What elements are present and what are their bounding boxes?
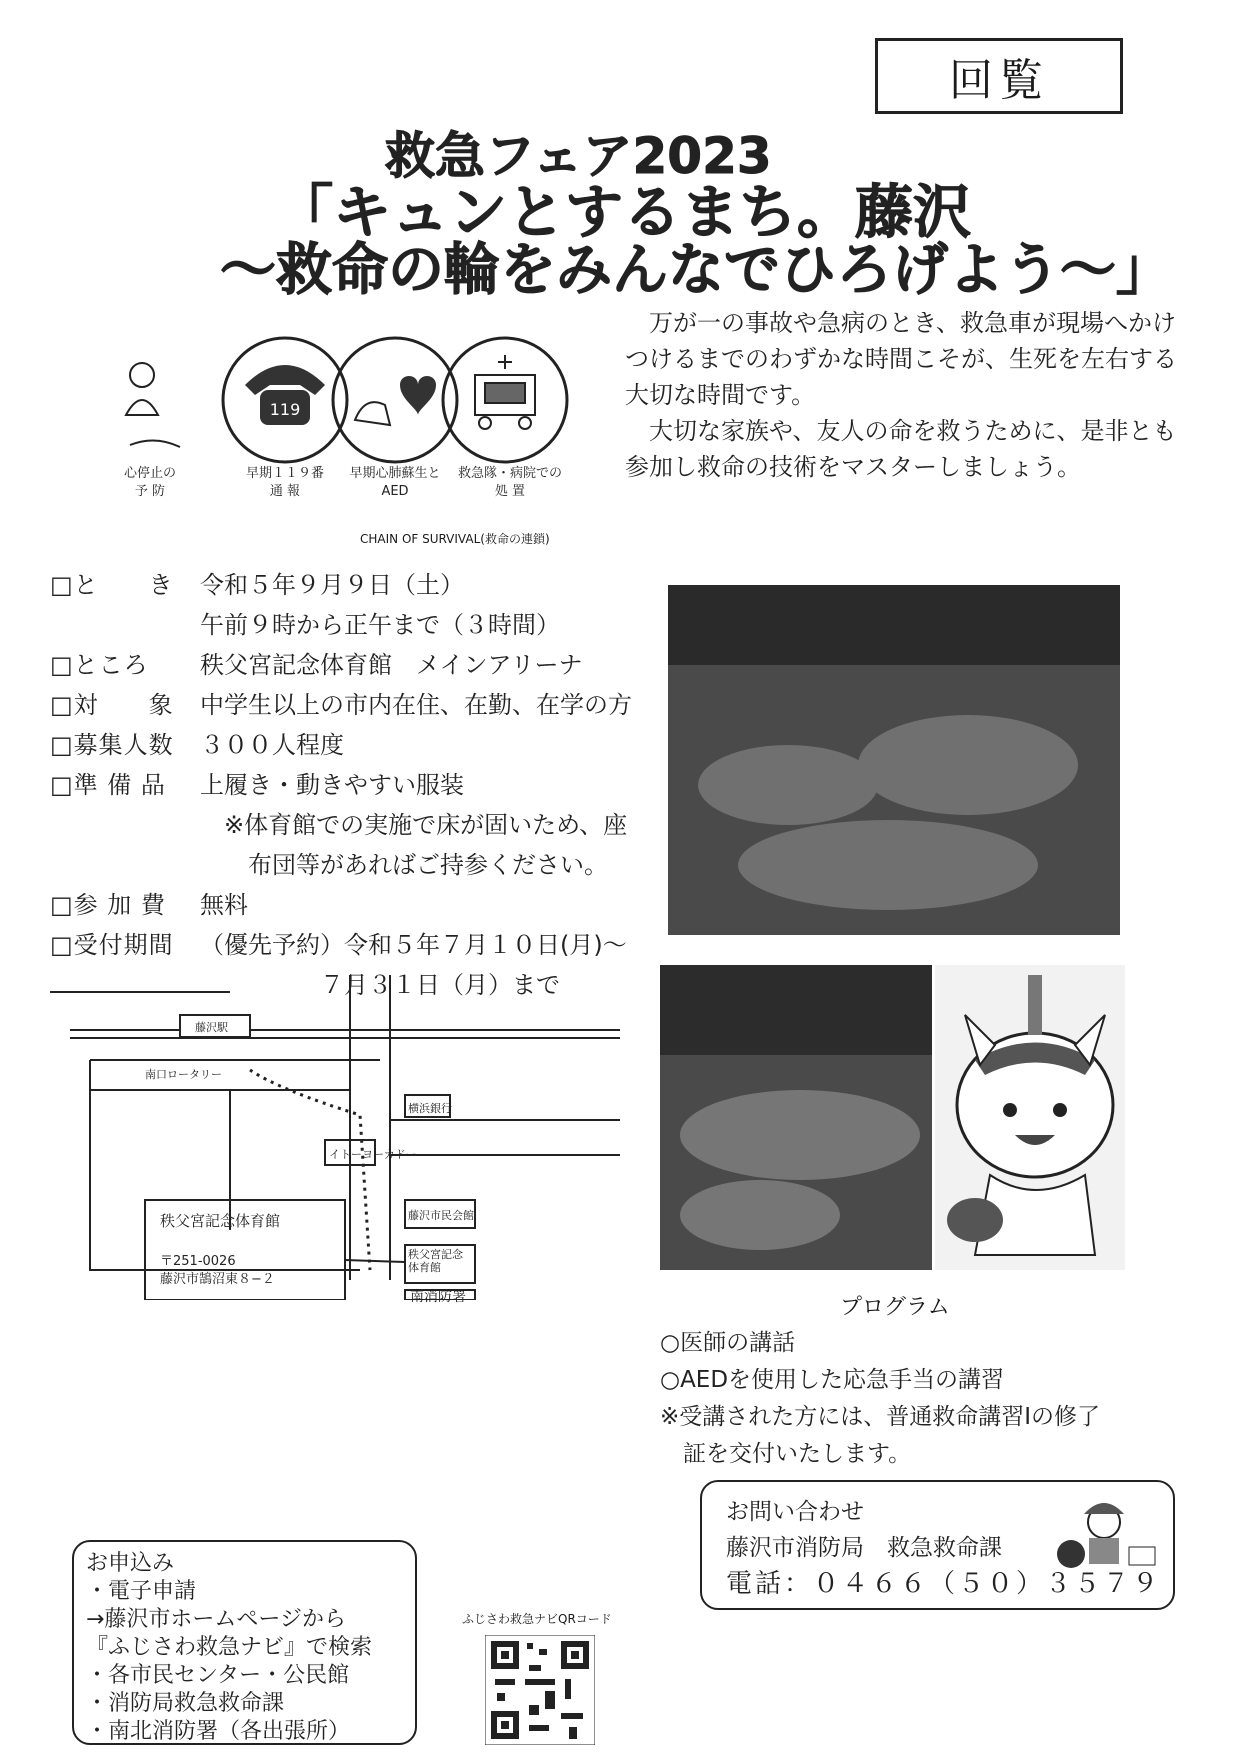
chain-step-2-label: 早期１１９番 通 報 xyxy=(245,466,324,499)
program-heading: プログラム xyxy=(840,1295,950,1320)
contact-dept: 藤沢市消防局 救急救命課 xyxy=(726,1535,1002,1561)
chain-caption: CHAIN OF SURVIVAL(救命の連鎖) xyxy=(360,532,550,546)
venue-address: 藤沢市鵠沼東８−２ xyxy=(160,1272,275,1287)
event-details xyxy=(50,565,650,1005)
application-heading: お申込み xyxy=(86,1551,175,1576)
application-line: ・消防局救急救命課 xyxy=(86,1691,285,1716)
program-item: ○医師の講話 xyxy=(660,1330,796,1356)
map-station-label: 藤沢駅 xyxy=(195,1021,228,1034)
phone-icon xyxy=(245,365,325,425)
application-line: ・各市民センター・公民館 xyxy=(86,1663,350,1688)
contact-box xyxy=(700,1480,1175,1610)
chain-step-1-label: 心停止の 予 防 xyxy=(123,466,176,499)
person-icon xyxy=(126,363,180,447)
application-line: ・南北消防署（各出張所） xyxy=(86,1719,351,1744)
contact-heading: お問い合わせ xyxy=(726,1499,864,1525)
chain-step-3-label: 早期心肺蘇生と AED xyxy=(349,466,441,499)
detail-row: □募集人数 ３００人程度 xyxy=(50,731,344,759)
program-item: 証を交付いたします。 xyxy=(660,1441,912,1467)
venue-name: 秩父宮記念体育館 xyxy=(160,1212,281,1230)
event-photo-1 xyxy=(668,585,1120,935)
event-title: 救急フェア2023 xyxy=(385,127,772,185)
contact-phone[interactable]: 電話：０４６６（５０）３５７９ xyxy=(726,1569,1162,1599)
detail-row: □対 象 中学生以上の市内在住、在勤、在学の方 xyxy=(50,691,632,719)
program-list xyxy=(660,1325,1100,1473)
chain-of-survival xyxy=(110,325,590,525)
firefighter-icon xyxy=(1049,1492,1159,1572)
chain-step-4-label: 救急隊・病院での 処 置 xyxy=(457,466,562,499)
chain-circles xyxy=(110,325,590,465)
application-line: 『ふじさわ救急ナビ』で検索 xyxy=(86,1635,373,1660)
detail-row: □受付期間 （優先予約）令和５年７月１０日(月)〜 xyxy=(50,931,627,959)
program-item: ※受講された方には、普通救命講習Ⅰの修了 xyxy=(660,1404,1101,1430)
event-photo-2 xyxy=(660,965,932,1270)
event-subtitle-2: 〜救命の輪をみんなでひろげよう〜」 xyxy=(220,238,1172,303)
circulate-label: 回覧 xyxy=(949,55,1049,106)
circulate-stamp xyxy=(875,38,1123,114)
venue-zip: 〒251-0026 xyxy=(160,1254,236,1269)
application-box xyxy=(72,1540,417,1745)
map-store-label: イトーヨーカドー xyxy=(329,1148,417,1161)
detail-row: □準 備 品 上履き・動きやすい服装 xyxy=(50,771,464,799)
detail-row: □と き 令和５年９月９日（土） xyxy=(50,571,464,599)
detail-row: 布団等があればご持参ください。 xyxy=(200,851,608,879)
detail-row: ※体育館での実施で床が固いため、座 xyxy=(200,811,628,839)
detail-row: 午前９時から正午まで（３時間） xyxy=(200,611,560,639)
intro-paragraph-1: 万が一の事故や急病のとき、救急車が現場へかけつけるまでのわずかな時間こそが、生死を左右する大切な時間です。 xyxy=(625,309,1177,409)
intro-paragraph-2: 大切な家族や、友人の命を救うために、是非とも参加し救命の技術をマスターしましょう。 xyxy=(625,417,1177,481)
event-subtitle-1: 「キュンとするまち。藤沢 xyxy=(275,178,972,246)
detail-row: □ところ 秩父宮記念体育館 メインアリーナ xyxy=(50,651,583,679)
qr-code[interactable] xyxy=(485,1635,595,1745)
program-item: ○AEDを使用した応急手当の講習 xyxy=(660,1367,1005,1393)
heart-hands-icon xyxy=(355,376,436,425)
map-gym-label: 秩父宮記念 体育館 xyxy=(408,1248,463,1274)
map-civic-hall-label: 藤沢市民会館 xyxy=(408,1209,474,1222)
location-map xyxy=(50,970,620,1305)
map-fire-station-label: 南消防署 xyxy=(410,1289,466,1305)
map-bank-label: 横浜銀行 xyxy=(408,1102,452,1115)
mascot-illustration xyxy=(935,965,1125,1270)
intro-text xyxy=(625,305,1195,485)
qr-caption: ふじさわ救急ナビQRコード xyxy=(462,1612,612,1626)
application-line: →藤沢市ホームページから xyxy=(86,1607,346,1632)
map-rotary-label: 南口ロータリー xyxy=(145,1068,222,1081)
detail-row: ７月３１日（月）まで xyxy=(200,971,560,999)
ambulance-icon xyxy=(475,355,535,429)
application-line: ・電子申請 xyxy=(86,1579,197,1604)
detail-row: □参 加 費 無料 xyxy=(50,891,248,919)
svg-text:119: 119 xyxy=(269,400,301,419)
